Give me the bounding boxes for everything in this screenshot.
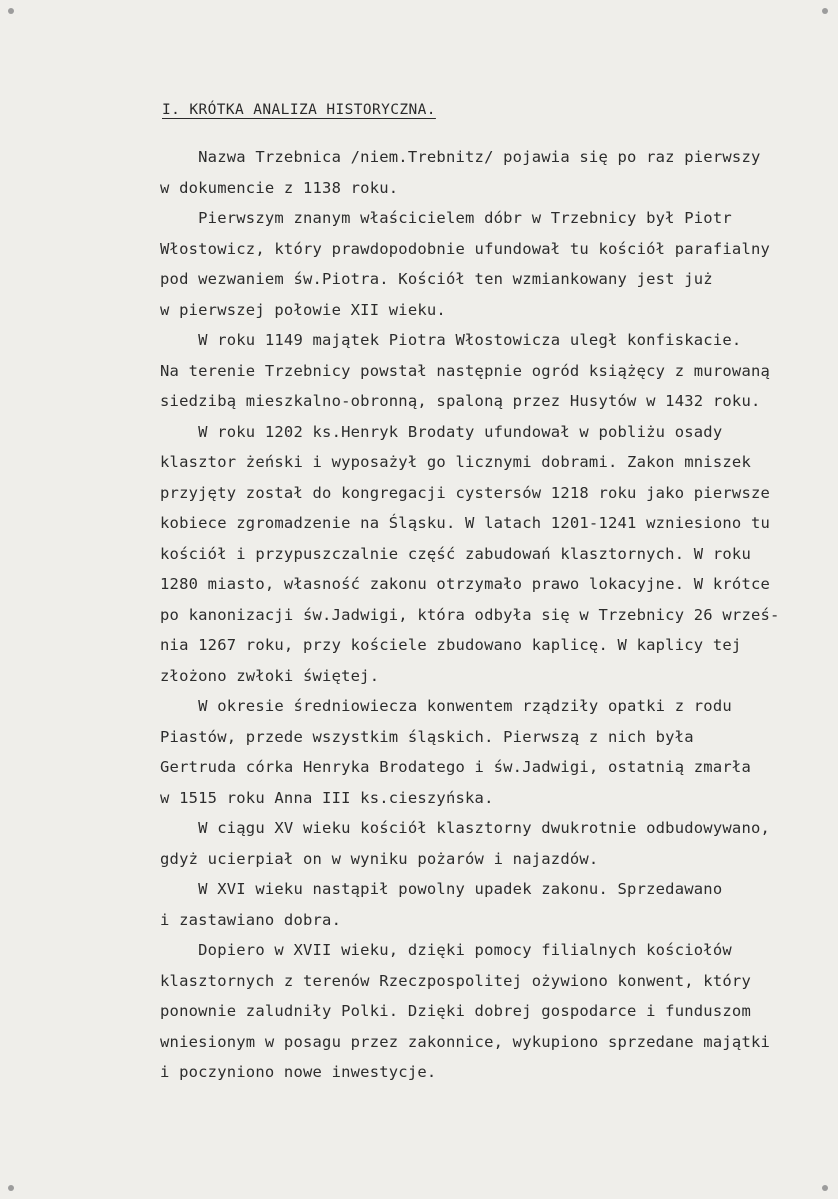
- paragraph: [160, 203, 820, 325]
- text-line: Włostowicz, który prawdopodobnie ufundował tu kościół parafialny: [160, 239, 771, 258]
- text-line: w 1515 roku Anna III ks.cieszyńska.: [160, 788, 494, 807]
- text-line: W roku 1149 majątek Piotra Włostowicza uległ konfiskacie.: [160, 331, 742, 349]
- text-line: po kanonizacji św.Jadwigi, która odbyła się w Trzebnicy 26 wrześ-: [160, 605, 780, 624]
- text-line: W XVI wieku nastąpił powolny upadek zakonu. Sprzedawano: [160, 880, 723, 898]
- text-line: przyjęty został do kongregacji cystersów 1218 roku jako pierwsze: [160, 483, 771, 502]
- text-line: i zastawiano dobra.: [160, 910, 342, 929]
- paragraph: [160, 142, 820, 203]
- text-line: gdyż ucierpiał on w wyniku pożarów i najazdów.: [160, 849, 599, 868]
- paragraph: [160, 691, 820, 813]
- punch-hole: [8, 8, 14, 14]
- text-line: Na terenie Trzebnicy powstał następnie ogród książęcy z murowaną: [160, 361, 771, 380]
- text-line: W ciągu XV wieku kościół klasztorny dwukrotnie odbudowywano,: [160, 819, 771, 837]
- text-line: Piastów, przede wszystkim śląskich. Pierwszą z nich była: [160, 727, 694, 746]
- text-line: wniesionym w posagu przez zakonnice, wykupiono sprzedane majątki: [160, 1032, 771, 1051]
- paragraph: [160, 935, 820, 1088]
- paragraph: [160, 874, 820, 935]
- text-line: nia 1267 roku, przy kościele zbudowano kaplicę. W kaplicy tej: [160, 636, 742, 654]
- text-line: Dopiero w XVII wieku, dzięki pomocy filialnych kościołów: [160, 941, 732, 959]
- text-line: W okresie średniowiecza konwentem rządziły opatki z rodu: [160, 697, 732, 715]
- punch-hole: [822, 1185, 828, 1191]
- section-heading: I. KRÓTKA ANALIZA HISTORYCZNA.: [162, 102, 436, 118]
- paragraph: [160, 325, 820, 417]
- paragraph: [160, 813, 820, 874]
- text-line: W roku 1202 ks.Henryk Brodaty ufundował w pobliżu osady: [160, 422, 723, 441]
- text-line: klasztornych z terenów Rzeczpospolitej ożywiono konwent, który: [160, 971, 751, 990]
- document-body: [160, 142, 820, 1088]
- text-line: Gertruda córka Henryka Brodatego i św.Jadwigi, ostatnią zmarła: [160, 758, 751, 776]
- text-line: kościół i przypuszczalnie część zabudowań klasztornych. W roku: [160, 544, 751, 563]
- text-line: Pierwszym znanym właścicielem dóbr w Trzebnicy był Piotr: [160, 209, 732, 227]
- text-line: klasztor żeński i wyposażył go licznymi dobrami. Zakon mniszek: [160, 453, 751, 471]
- paragraph: [160, 417, 820, 692]
- text-line: ponownie zaludniły Polki. Dzięki dobrej gospodarce i funduszom: [160, 1002, 751, 1020]
- text-line: kobiece zgromadzenie na Śląsku. W latach 1201-1241 wzniesiono tu: [160, 514, 771, 532]
- text-line: pod wezwaniem św.Piotra. Kościół ten wzmiankowany jest już: [160, 270, 713, 288]
- punch-hole: [8, 1185, 14, 1191]
- text-line: w dokumencie z 1138 roku.: [160, 178, 399, 197]
- text-line: w pierwszej połowie XII wieku.: [160, 300, 446, 319]
- text-line: złożono zwłoki świętej.: [160, 666, 380, 685]
- text-line: 1280 miasto, własność zakonu otrzymało prawo lokacyjne. W krótce: [160, 575, 771, 593]
- text-line: i poczyniono nowe inwestycje.: [160, 1063, 437, 1081]
- text-line: siedzibą mieszkalno-obronną, spaloną przez Husytów w 1432 roku.: [160, 392, 761, 410]
- text-line: Nazwa Trzebnica /niem.Trebnitz/ pojawia się po raz pierwszy: [160, 148, 761, 166]
- punch-hole: [822, 8, 828, 14]
